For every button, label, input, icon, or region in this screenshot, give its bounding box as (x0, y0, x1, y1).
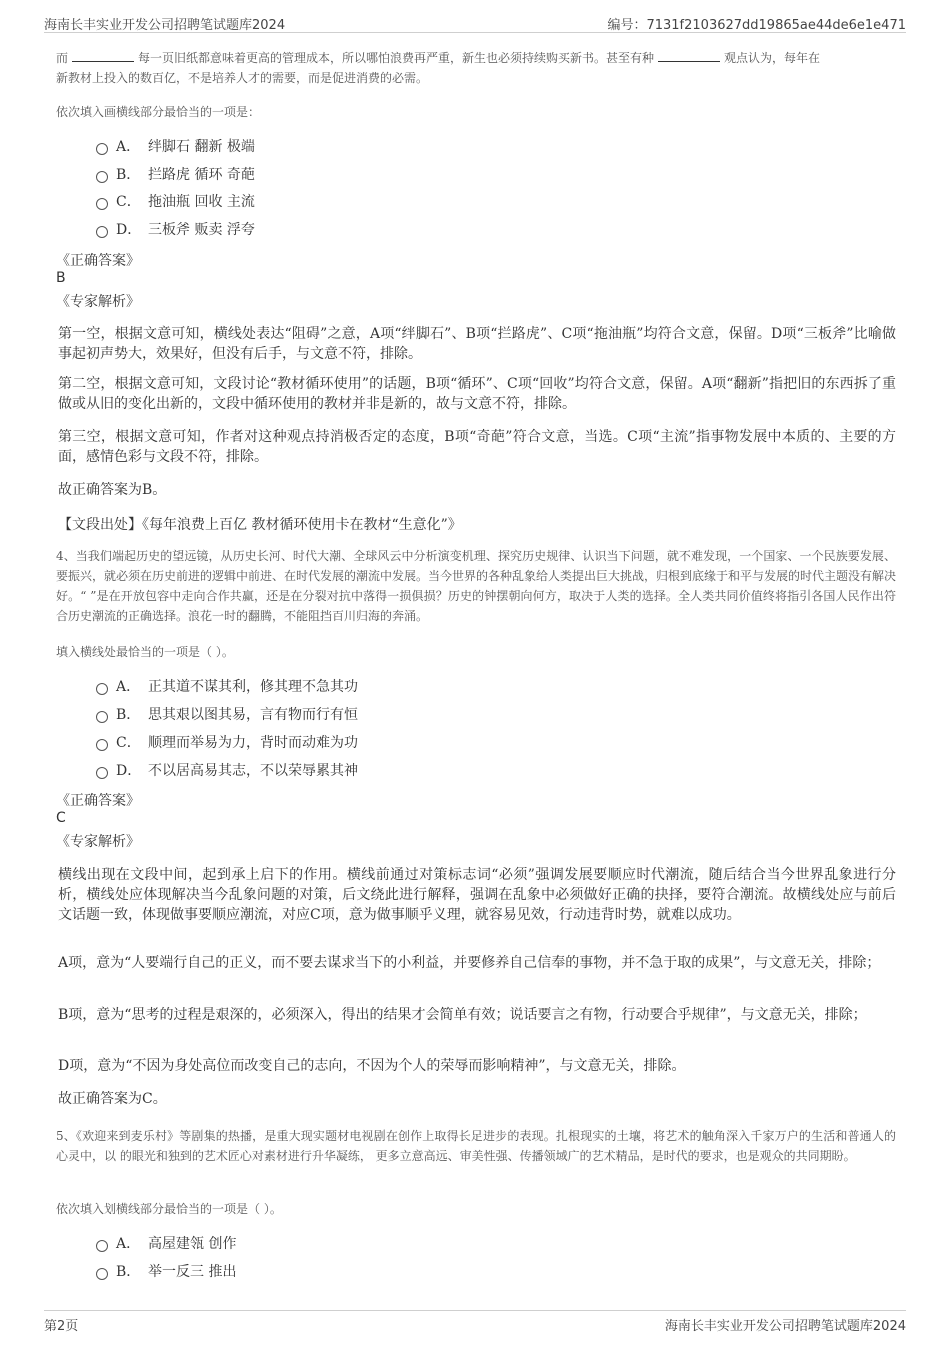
answer-value: B (56, 270, 66, 286)
radio-icon[interactable] (96, 226, 108, 238)
analysis-paragraph: D项，意为“不因为身处高位而改变自己的志向，不因为个人的荣辱而影响精神”，与文意无关，排除。 (58, 1058, 686, 1074)
analysis-paragraph: 第三空，根据文意可知，作者对这种观点持消极否定的态度，B项“奇葩”符合文意，当选。C项“主流”指事物发展中本质的、主要的方面，感情色彩与文段不符，排除。 (58, 429, 896, 465)
answer-value: C (56, 810, 66, 826)
document-id: 编号：7131f2103627dd19865ae44de6e1e471 (607, 18, 906, 33)
analysis-paragraph: B项，意为“思考的过程是艰深的，必须深入，得出的结果才会简单有效；说话要言之有物，行动要合乎规律”，与文意无关，排除； (58, 1007, 867, 1023)
q4-option-a[interactable]: A． 正其道不谋其利，修其理不急其功 (96, 677, 358, 697)
q5-prompt: 依次填入划横线部分最恰当的一项是（ ）。 (56, 1202, 282, 1216)
q4-option-d[interactable]: D． 不以居高易其志，不以荣辱累其神 (96, 761, 358, 781)
q4-option-b[interactable]: B． 思其艰以图其易，言有物而行有恒 (96, 705, 358, 725)
page-header (44, 12, 906, 33)
radio-icon[interactable] (96, 711, 108, 723)
q4-passage: 4、当我们端起历史的望远镜，从历史长河、时代大潮、全球风云中分析演变机理、探究历史规律、认识当下问题，就不难发现，一个国家、一个民族要发展、要振兴，就必须在历史前进的逻辑中前进、在时代发展的潮流中发展。当今世界的各种乱象给人类提出巨大挑战，归根到底缘于和平与发展的时代主题没有解决好。“ ”是在开放包容中走向合作共赢，还是在分裂对抗中落得一损俱损？历史的钟摆朝向何方，取决于人类的选择。全人类共同价值终将指引各国人民作出符合历史潮流的正确选择。浪花一时的翻腾，不能阻挡百川归海的奔涌。 (56, 549, 897, 623)
answer-label: 《正确答案》 (56, 253, 140, 269)
header-title: 海南长丰实业开发公司招聘笔试题库2024 (44, 18, 286, 33)
answer-label: 《正确答案》 (56, 793, 140, 809)
q5-option-b[interactable]: B． 举一反三 推出 (96, 1262, 236, 1282)
analysis-paragraph: 横线出现在文段中间，起到承上启下的作用。横线前通过对策标志词“必须”强调发展要顺应时代潮流，随后结合当今世界乱象进行分析，横线处应体现解决当今乱象问题的对策，后文绕此进行解释，强调在乱象中必须做好正确的抉择，要符合潮流。故横线处应与前后文话题一致，体现做事要顺应潮流，对应C项，意为做事顺乎义理，就容易见效，行动违背时势，就难以成功。 (58, 867, 896, 923)
analysis-conclusion: 故正确答案为C。 (58, 1091, 167, 1107)
blank-line (658, 49, 720, 62)
analysis-label: 《专家解析》 (56, 294, 140, 310)
q3-prompt: 依次填入画横线部分最恰当的一项是： (56, 105, 261, 119)
q4-option-c[interactable]: C． 顺理而举易为力，背时而动难为功 (96, 733, 358, 753)
radio-icon[interactable] (96, 198, 108, 210)
radio-icon[interactable] (96, 739, 108, 751)
radio-icon[interactable] (96, 1268, 108, 1280)
page-footer (44, 1310, 906, 1333)
analysis-paragraph: A项，意为“人要端行自己的正义，而不要去谋求当下的小利益，并要修养自己信奉的事物，并不急于取的成果”，与文意无关，排除； (58, 955, 881, 971)
footer-title: 海南长丰实业开发公司招聘笔试题库2024 (664, 1319, 906, 1334)
page-number: 第2页 (44, 1319, 79, 1334)
q5-passage: 5、《欢迎来到麦乐村》等剧集的热播，是重大现实题材电视剧在创作上取得长足进步的表现。扎根现实的土壤，将艺术的触角深入千家万户的生活和普通人的心灵中，以 的眼光和独到的艺术匠心对素材进行升华凝练， 更多立意高远、审美性强、传播领域广的艺术精品，是时代的要求，也是观众的共同期盼。 (56, 1129, 896, 1163)
analysis-paragraph: 第一空，根据文意可知，横线处表达“阻碍”之意，A项“绊脚石”、B项“拦路虎”、C项“拖油瓶”均符合文意，保留。D项“三板斧”比喻做事起初声势大，效果好，但没有后手，与文意不符，排除。 (58, 326, 896, 362)
q3-option-d[interactable]: D． 三板斧 贩卖 浮夸 (96, 220, 255, 240)
radio-icon[interactable] (96, 143, 108, 155)
radio-icon[interactable] (96, 171, 108, 183)
passage-source: 【文段出处】《每年浪费上百亿 教材循环使用卡在教材“生意化”》 (58, 517, 462, 533)
q4-prompt: 填入横线处最恰当的一项是（ ）。 (56, 645, 234, 659)
analysis-label: 《专家解析》 (56, 834, 140, 850)
q5-option-a[interactable]: A． 高屋建瓴 创作 (96, 1234, 236, 1254)
radio-icon[interactable] (96, 1240, 108, 1252)
q3-option-c[interactable]: C． 拖油瓶 回收 主流 (96, 192, 255, 212)
analysis-conclusion: 故正确答案为B。 (58, 482, 167, 498)
radio-icon[interactable] (96, 683, 108, 695)
radio-icon[interactable] (96, 767, 108, 779)
q3-option-a[interactable]: A． 绊脚石 翻新 极端 (96, 137, 255, 157)
q3-option-b[interactable]: B． 拦路虎 循环 奇葩 (96, 165, 255, 185)
analysis-paragraph: 第二空，根据文意可知，文段讨论“教材循环使用”的话题，B项“循环”、C项“回收”均符合文意，保留。A项“翻新”指把旧的东西拆了重做或从旧的变化出新的，文段中循环使用的教材并非是新的，故与文意不符，排除。 (58, 376, 896, 412)
q3-passage: 而 每一页旧纸都意味着更高的管理成本，所以哪怕浪费再严重，新生也必须持续购买新书。甚至有种 观点认为，每年在 新教材上投入的数百亿，不是培养人才的需要，而是促进消费的必需。 (56, 51, 821, 85)
blank-line (72, 49, 134, 62)
